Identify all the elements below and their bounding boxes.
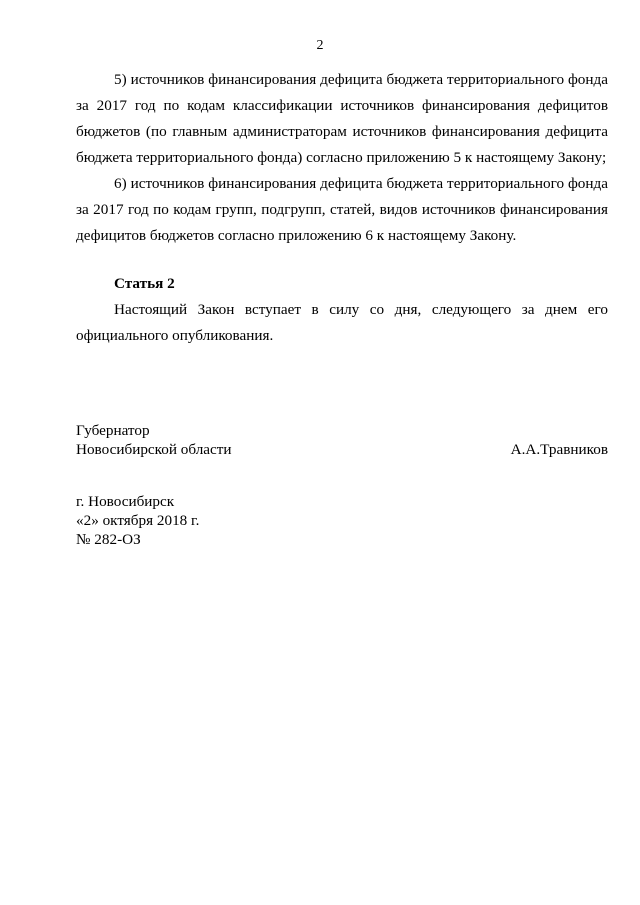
page-number: 2 xyxy=(316,38,324,53)
signing-date: «2» октября 2018 г. xyxy=(76,512,200,529)
article-2-heading: Статья 2 xyxy=(114,275,175,292)
signer-name: А.А.Травников xyxy=(510,441,608,458)
list-item-6: 6) источников финансирования дефицита бюджета территориального фонда за 2017 год по кодам групп, подгрупп, статей, видов источников финансирования дефицитов бюджетов согласно приложению 6 к настоящему Закону. xyxy=(76,175,608,244)
signing-place: г. Новосибирск xyxy=(76,493,175,510)
signer-title-line-1: Губернатор xyxy=(76,422,150,439)
article-2-text: Настоящий Закон вступает в силу со дня, следующего за днем его официального опубликования. xyxy=(76,301,608,344)
signer-title-line-2: Новосибирской области xyxy=(76,441,232,458)
list-item-5: 5) источников финансирования дефицита бюджета территориального фонда за 2017 год по кодам классификации источников финансирования дефицитов бюджетов (по главным администраторам источников финансирования дефицита бюджета территориального фонда) согласно приложению 5 к настоящему Закону; xyxy=(76,71,608,166)
law-number: № 282-ОЗ xyxy=(76,531,141,548)
